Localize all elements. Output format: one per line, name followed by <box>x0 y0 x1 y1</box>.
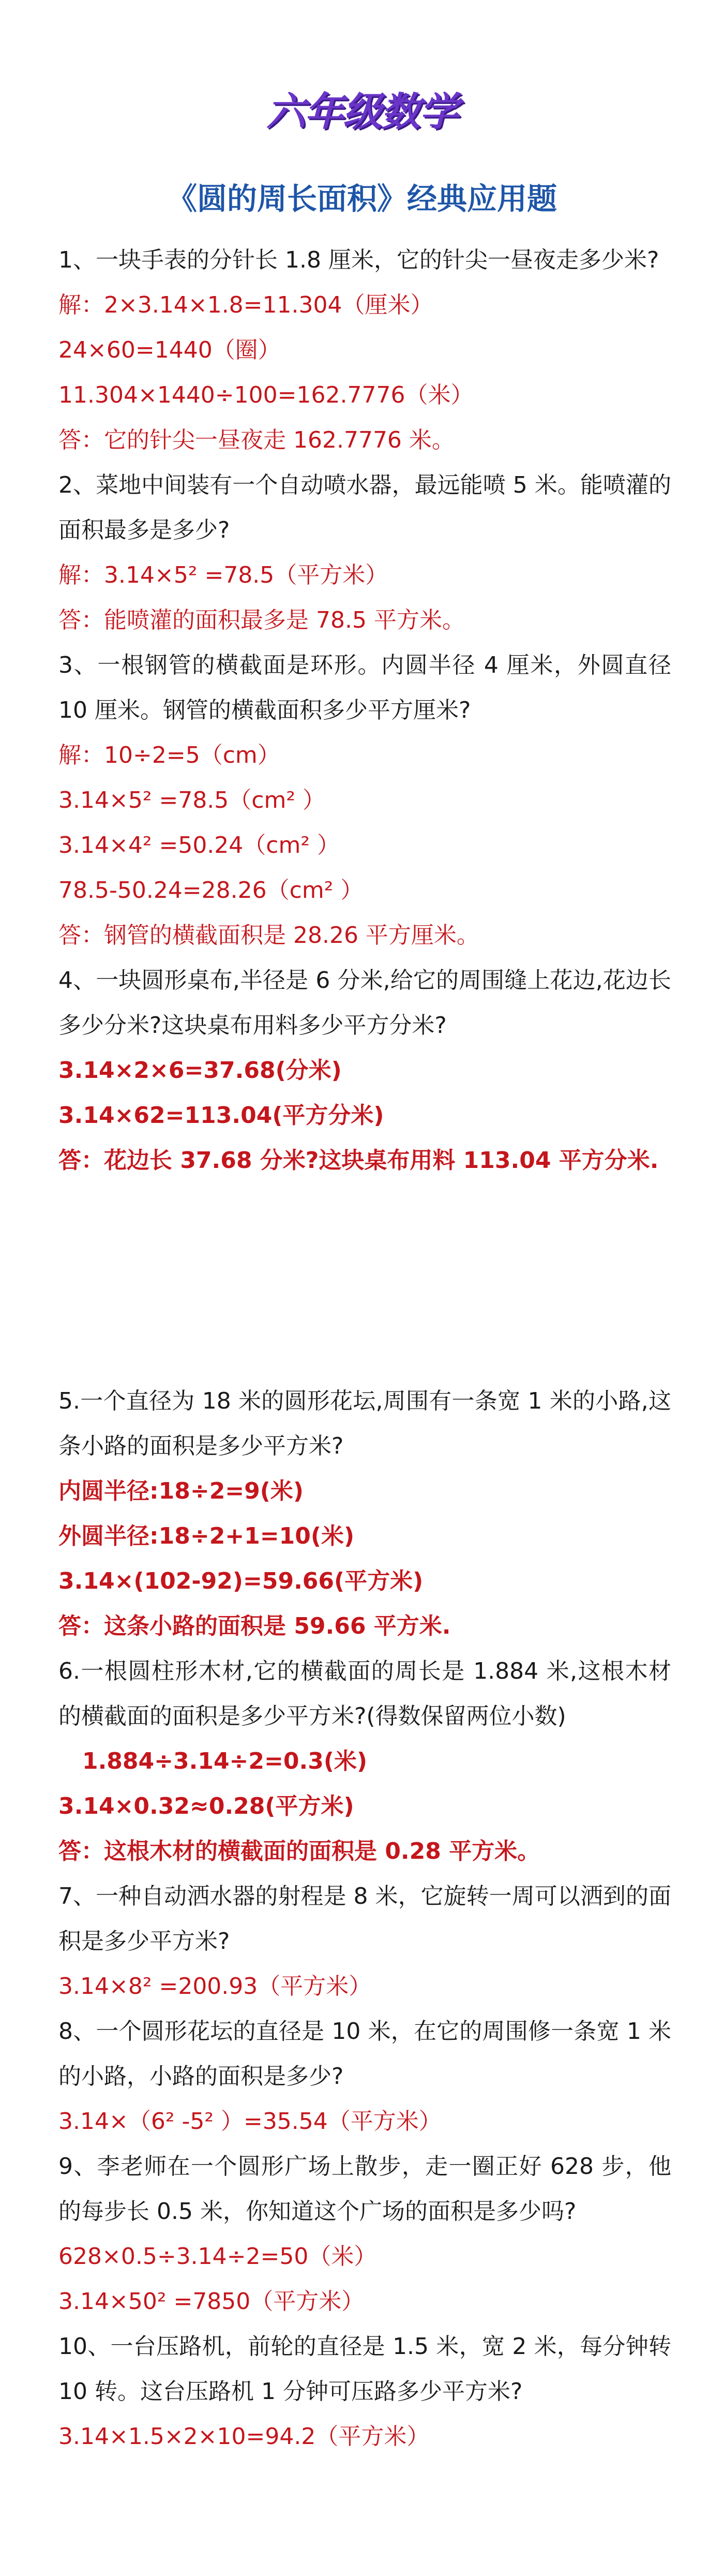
answer-line: 3.14×8² =200.93（平方米） <box>58 1973 372 2000</box>
answer-line: 3.14×62=113.04(平方分米) <box>58 1102 384 1129</box>
problem-7 <box>58 1874 671 2009</box>
question: 4、一块圆形桌布,半径是 6 分米,给它的周围缝上花边,花边长多少分米?这块桌布用料多少平方分米? <box>58 967 671 1039</box>
answer-line: 628×0.5÷3.14÷2=50（米） <box>58 2243 377 2270</box>
answer-line: 3.14×5² =78.5（cm² ） <box>58 787 325 813</box>
answer-line: 答：能喷灌的面积最多是 78.5 平方米。 <box>58 607 465 633</box>
answer-line: 3.14×2×6=37.68(分米) <box>58 1057 342 1084</box>
answer-line: 答：它的针尖一昼夜走 162.7776 米。 <box>58 427 455 453</box>
problem-6 <box>58 1649 671 1874</box>
logo: 六年级数学 <box>266 88 458 135</box>
question: 10、一台压路机，前轮的直径是 1.5 米，宽 2 米，每分钟转 10 转。这台压路机 1 分钟可压路多少平方米? <box>58 2333 671 2405</box>
problem-3 <box>58 643 671 958</box>
page-title: 《圆的周长面积》经典应用题 <box>167 181 557 216</box>
answer-line: 解：2×3.14×1.8=11.304（厘米） <box>58 292 433 318</box>
problem-2 <box>58 463 671 643</box>
problem-1 <box>58 238 671 463</box>
problem-5 <box>58 1379 671 1649</box>
question: 9、李老师在一个圆形广场上散步，走一圈正好 628 步，他的每步长 0.5 米，你知道这个广场的面积是多少吗? <box>58 2153 671 2225</box>
problem-10 <box>58 2324 671 2459</box>
answer-line: 3.14×1.5×2×10=94.2（平方米） <box>58 2423 430 2450</box>
question: 1、一块手表的分针长 1.8 厘米，它的针尖一昼夜走多少米? <box>58 247 659 273</box>
question: 6.一根圆柱形木材,它的横截面的周长是 1.884 米,这根木材的横截面的面积是多少平方米?(得数保留两位小数) <box>58 1658 671 1729</box>
question: 7、一种自动洒水器的射程是 8 米，它旋转一周可以洒到的面积是多少平方米? <box>58 1883 671 1955</box>
problem-8 <box>58 2009 671 2144</box>
answer-line: 内圆半径:18÷2=9(米) <box>58 1478 304 1504</box>
problem-4 <box>58 958 671 1183</box>
problem-9 <box>58 2144 671 2324</box>
answer-line: 3.14×(102-92)=59.66(平方米) <box>58 1568 424 1594</box>
answer-line: 解：3.14×5² =78.5（平方米） <box>58 562 388 588</box>
answer-line: 3.14×4² =50.24（cm² ） <box>58 832 340 858</box>
answer-line: 78.5-50.24=28.26（cm² ） <box>58 877 364 904</box>
question: 2、菜地中间装有一个自动喷水器，最远能喷 5 米。能喷灌的面积最多是多少? <box>58 472 671 543</box>
answer-line: 外圆半径:18÷2+1=10(米) <box>58 1523 355 1549</box>
answer-line: 3.14×0.32≈0.28(平方米) <box>58 1793 354 1819</box>
answer-line: 答：花边长 37.68 分米?这块桌布用料 113.04 平方分米. <box>58 1147 659 1174</box>
answer-line: 1.884÷3.14÷2=0.3(米) <box>58 1748 368 1774</box>
answer-line: 24×60=1440（圈） <box>58 337 281 363</box>
answer-line: 解：10÷2=5（cm） <box>58 742 280 768</box>
answer-line: 答：这条小路的面积是 59.66 平方米. <box>58 1613 451 1639</box>
question: 5.一个直径为 18 米的圆形花坛,周围有一条宽 1 米的小路,这条小路的面积是多少平方米? <box>58 1388 671 1459</box>
answer-line: 3.14×50² =7850（平方米） <box>58 2288 365 2315</box>
answer-line: 11.304×1440÷100=162.7776（米） <box>58 382 474 408</box>
question: 3、一根钢管的横截面是环形。内圆半径 4 厘米，外圆直径 10 厘米。钢管的横截面积多少平方厘米? <box>58 652 671 723</box>
question: 8、一个圆形花坛的直径是 10 米，在它的周围修一条宽 1 米的小路，小路的面积是多少? <box>58 2018 671 2090</box>
answer-line: 答：钢管的横截面积是 28.26 平方厘米。 <box>58 922 479 949</box>
answer-line: 答：这根木材的横截面的面积是 0.28 平方米。 <box>58 1838 540 1864</box>
answer-line: 3.14×（6² -5² ）=35.54（平方米） <box>58 2108 442 2135</box>
